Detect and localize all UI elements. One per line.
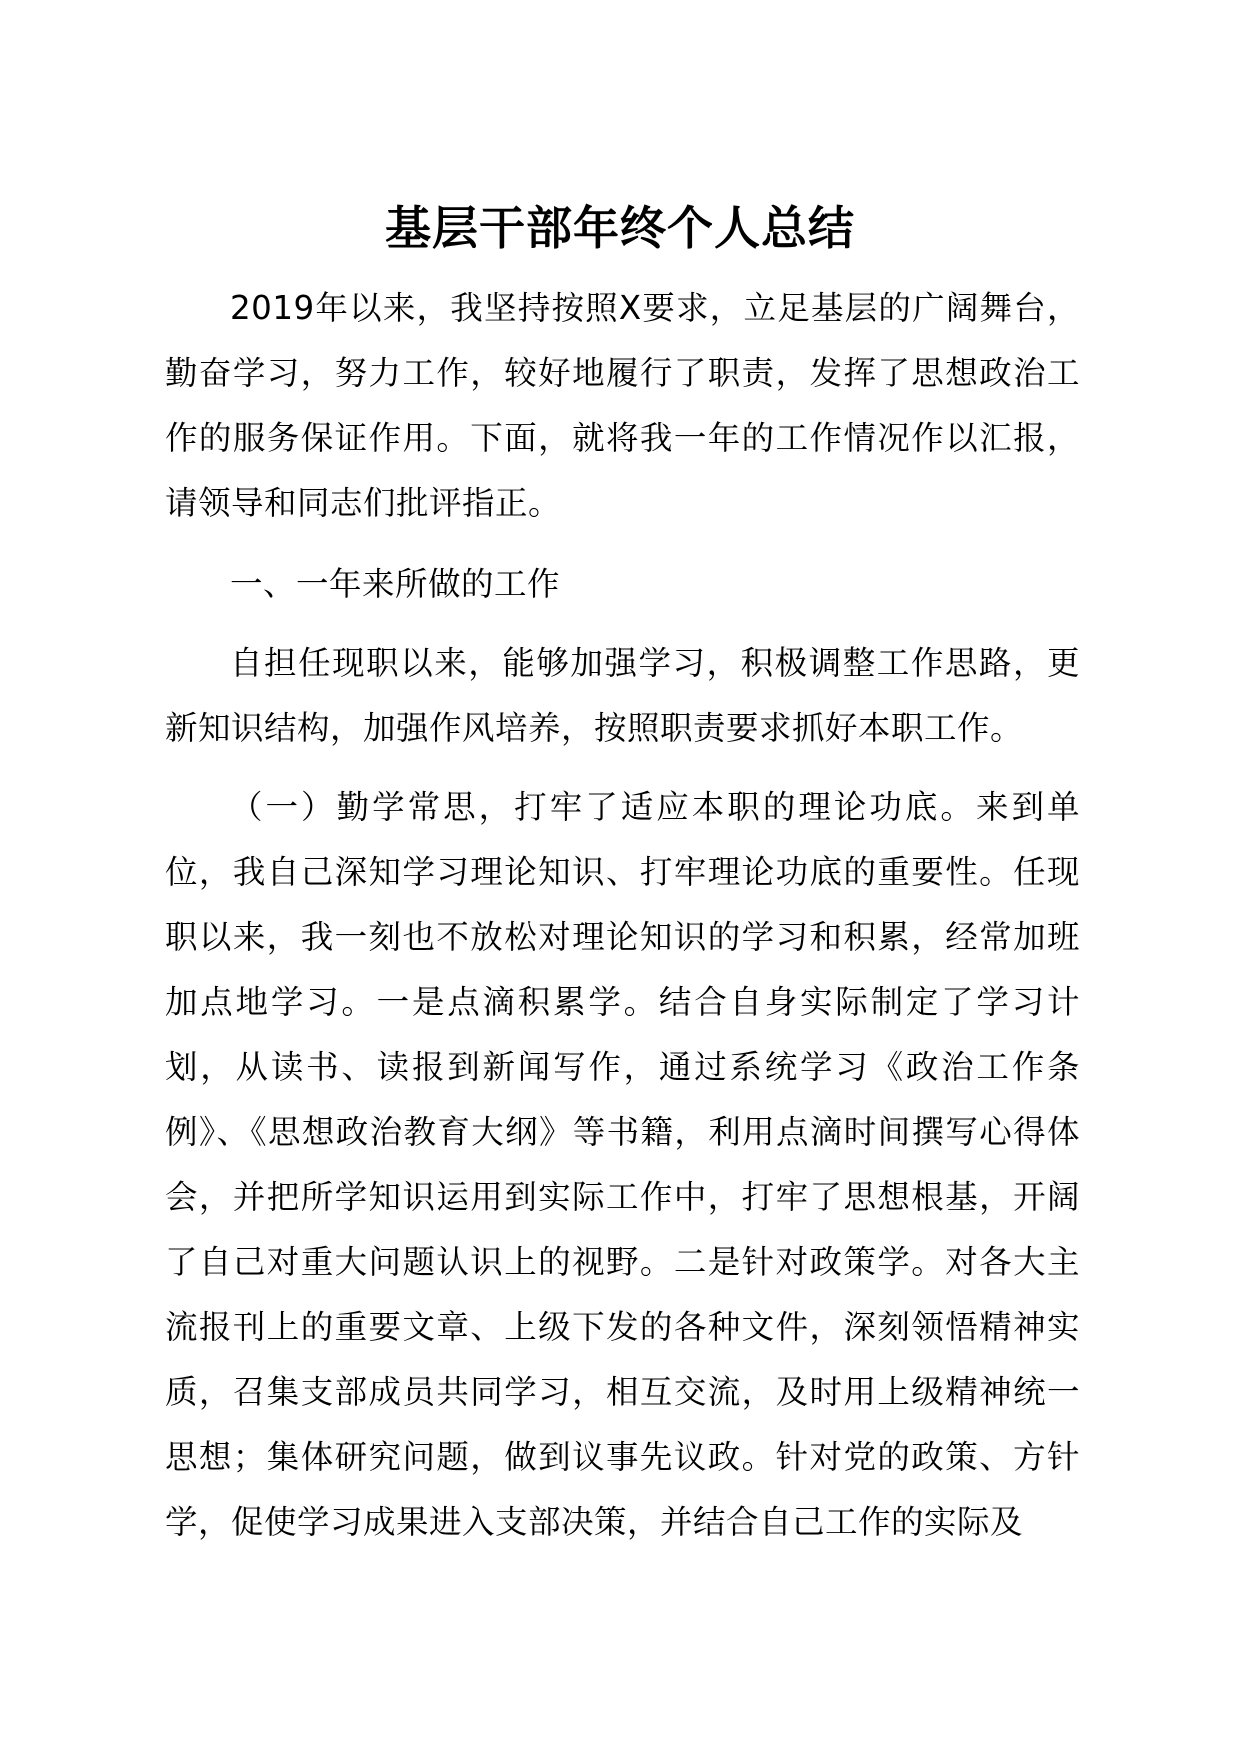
document-body (165, 276, 1080, 1555)
document-title: 基层干部年终个人总结 (385, 201, 855, 255)
paragraph-intro: 2019年以来，我坚持按照X要求，立足基层的广阔舞台，勤奋学习，努力工作，较好地履行了职责，发挥了思想政治工作的服务保证作用。下面，就将我一年的工作情况作以汇报，请领导和同志们批评指正。 (165, 289, 1080, 522)
paragraph-study: （一）勤学常思，打牢了适应本职的理论功底。来到单位，我自己深知学习理论知识、打牢理论功底的重要性。任现职以来，我一刻也不放松对理论知识的学习和积累，经常加班加点地学习。一是点滴积累学。结合自身实际制定了学习计划，从读书、读报到新闻写作，通过系统学习《政治工作条例》、《思想政治教育大纲》等书籍，利用点滴时间撰写心得体会，并把所学知识运用到实际工作中，打牢了思想根基，开阔了自己对重大问题认识上的视野。二是针对政策学。对各大主流报刊上的重要文章、上级下发的各种文件，深刻领悟精神实质，召集支部成员共同学习，相互交流，及时用上级精神统一思想；集体研究问题，做到议事先议政。针对党的政策、方针学，促使学习成果进入支部决策，并结合自己工作的实际及 (165, 788, 1080, 1541)
section-heading-1: 一、一年来所做的工作 (230, 565, 561, 603)
paragraph-overview: 自担任现职以来，能够加强学习，积极调整工作思路，更新知识结构，加强作风培养，按照职责要求抓好本职工作。 (165, 644, 1080, 747)
